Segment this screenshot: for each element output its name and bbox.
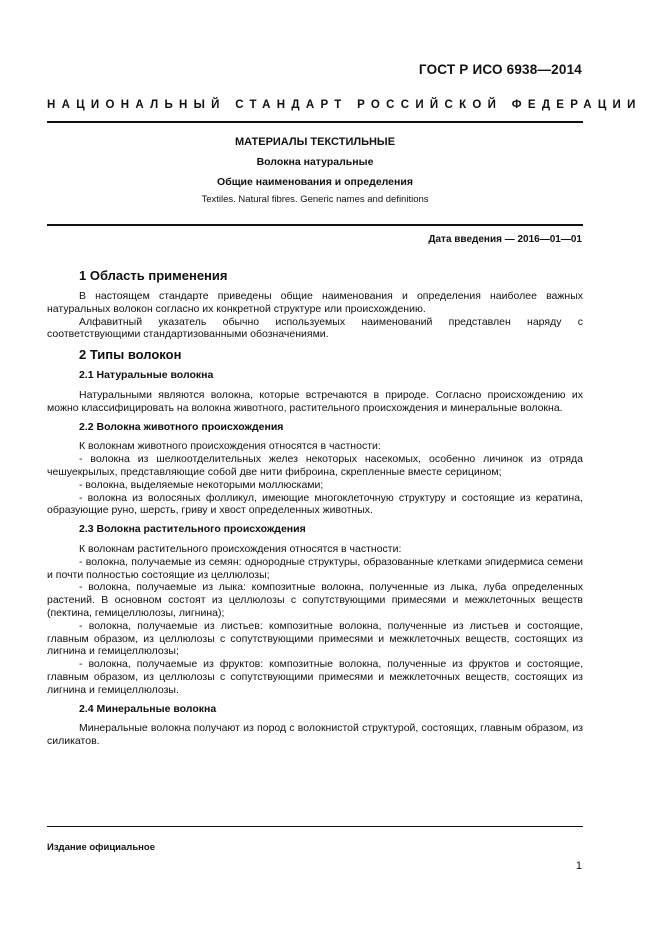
paragraph: Минеральные волокна получают из пород с волокнистой структурой, состоящих, главным образом, из силикатов. [47,722,583,748]
intro-date: Дата введения — 2016—01—01 [428,234,582,245]
paragraph: В настоящем стандарте приведены общие наименования и определения наиболее важных натуральных волокон согласно их конкретной структуре или происхождению. [47,290,583,315]
paragraph: Алфавитный указатель обычно используемых наименований представлен наряду с соответствующими стандартизованными обозначениями. [47,315,583,341]
national-standard-heading: НАЦИОНАЛЬНЫЙ СТАНДАРТ РОССИЙСКОЙ ФЕДЕРАЦИИ [47,99,642,111]
list-item: - волокна из волосяных фолликул, имеющие многоклеточную структуру и состоящие из кератина, образующие руно, шерсть, гриву и хвост определенных животных. [47,491,583,517]
section-2-1-heading: 2.1 Натуральные волокна [79,369,214,382]
title-main: МАТЕРИАЛЫ ТЕКСТИЛЬНЫЕ [234,136,396,148]
standard-code: ГОСТ Р ИСО 6938—2014 [418,62,582,77]
title-english: Textiles. Natural fibres. Generic names and definitions [201,194,429,205]
section-1-heading: 1 Область применения [79,268,228,283]
header-rule [47,121,583,123]
section-2-heading: 2 Типы волокон [79,347,182,363]
document-body [47,268,583,748]
list-item: - волокна, получаемые из листьев: композитные волокна, полученные из листьев и состоящие, главным образом, из целлюлозы с сопутствующими примесями и межклеточных веществ, состоящих из лигнина и гемицеллюлозы; [47,619,583,658]
section-2-4-heading: 2.4 Минеральные волокна [79,702,217,715]
section-2-3-heading: 2.3 Волокна растительного происхождения [79,523,306,536]
title-sub: Волокна натуральные [256,156,374,168]
paragraph: К волокнам животного происхождения относятся в частности: [79,440,381,453]
paragraph: Натуральными являются волокна, которые встречаются в природе. Согласно происхождению их можно классифицировать на волокна животного, растительного происхождения и минеральные волокна. [47,388,583,414]
list-item: - волокна из шелкоотделительных желез некоторых насекомых, особенно личинок из отряда чешуекрылых, представляющие собой две нити фиброина, скрепленные вместе серицином; [47,453,583,478]
edition-label: Издание официальное [47,842,155,853]
footer-rule [47,826,583,827]
page-number: 1 [575,860,582,872]
list-item: - волокна, выделяемые некоторыми моллюсками; [79,478,324,491]
list-item: - волокна, получаемые из семян: однородные структуры, образованные клетками эпидермиса семени и почти полностью состоящие из целлюлозы; [47,555,583,581]
title-rule [47,224,583,226]
paragraph: К волокнам растительного происхождения относятся в частности: [79,542,402,555]
list-item: - волокна, получаемые из фруктов: композитные волокна, полученные из фруктов и состоящие, главным образом, из целлюлозы с сопутствующими примесями и межклеточных веществ, состоящих из лигнина и гемицеллюлозы. [47,658,583,696]
list-item: - волокна, получаемые из лыка: композитные волокна, полученные из лыка, луба определенных растений. В основном состоят из целлюлозы с сопутствующими примесями и межклеточных веществ (пектина, гемицеллюлозы, лигнина); [47,581,583,619]
title-subsub: Общие наименования и определения [217,176,413,188]
section-2-2-heading: 2.2 Волокна животного происхождения [79,420,284,433]
